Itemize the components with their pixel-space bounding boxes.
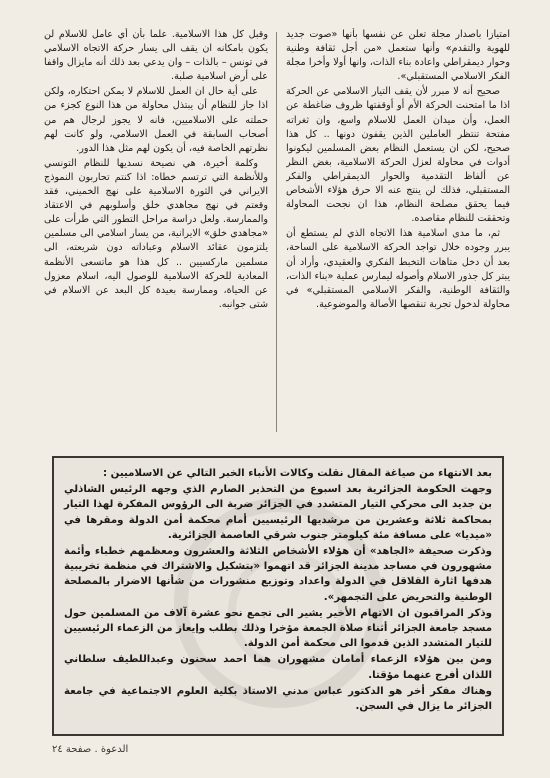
left-paragraph-2: على أية حال ان العمل للاسلام لا يمكن احتكاره، ولكن اذا جاز للنظام أن يبتذل محاولة من هذا النوع كجزء من حملته على الاسلاميين، فانه لا يجوز لرجال هم من أصحاب السابقة في العمل الاسلامي، ولو كانت لهم نظرتهم الخاصة فيه، أن يكون لهم مثل هذا الدور. (44, 86, 268, 154)
box-paragraph-3: وذكر المراقبون ان الاتهام الأخير يشير الى تجمع نحو عشرة آلاف من المسلمين حول مسجد جامعة الجزائر أثناء صلاة الجمعة مؤخرا وذلك بطلب وإيعاز من الزعماء الرئيسيين للتيار المتشدد الذين قدموا الى محكمة أمن الدولة. (64, 607, 492, 650)
right-paragraph-1: امتيازا باصدار مجلة تعلن عن نفسها بأنها «صوت جديد للهوية والتقدم» وأنها ستعمل «من أجل ثقافة وطنية وحوار ديمقراطي واعادة بناء الذات، وانها أولا وأخرا مجلة الفكر الاسلامي المستقبلي». (286, 29, 510, 83)
box-paragraph-1: وجهت الحكومة الجزائرية بعد اسبوع من التحذير الصارم الذي وجهه الرئيس الشاذلي بن جديد الى محركي التيار المتشدد في الجزائر ضربة الى الرؤوس المفكرة لهذا التيار بمحاكمة ثلاثة وعشرين من مرشديها الرئيسيين أمام محكمة أمن الدولة ومقرها في «ميديا» على مسافة مئة كيلومتر جنوب شرقي العاصمة الجزائرية. (64, 484, 492, 541)
right-paragraph-3: ثم، ما مدى اسلامية هذا الاتجاه الذي لم يستطع أن يبرر وجوده خلال تواجد الحركة الاسلامية على الساحة، بعد أن دخل متاهات التخبط الفكري والعقيدي، وأراد أن يبتر كل جذور الاسلام وأصوله ليمارس عملية «بناء الذات، والثقافة الوطنية، والفكر الاسلامي المستقبلي» في محاولة لدخول تجربة تنقصها الأصالة والموضوعية. (286, 228, 510, 310)
left-paragraph-3: وكلمة أخيرة، هي نصيحة نسديها للنظام التونسي وللأنظمة التي ترتسم خطاه: اذا كنتم تحاربون النموذج الايراني في الثورة الاسلامية على نهج الخميني، فقد وقعتم في نهج مجاهدي خلق وأسلوبهم في الاعتقاد والممارسة. ولعل دراسة مراحل التطور التي طرأت على «مجاهدي خلق» الايرانية، من يسار اسلامي الى مسلمين يلتزمون عقائد الاسلام وعباداته دون شريعته، الى مسلمين ماركسيين .. كل هذا هو ماتسعى الأنظمة المعادية للحركة الاسلامية للوصول اليه، اسلام معزول عن الحياة، وممارسة بعيدة كل البعد عن الاسلام في شتى جوانبه. (44, 157, 268, 310)
left-paragraph-1: وقبل كل هذا الاسلامية. علما بأن أي عامل للاسلام لن يكون بامكانه ان يقف الى يسار حركة الاتجاه الاسلامي في تونس – بالذات – وان يدعي بعد ذلك أنه مايزال واقفا على أرض اسلامية صلبة. (44, 29, 268, 83)
page-footer: الدعوة . صفحة ٢٤ (52, 744, 129, 755)
right-paragraph-2: صحيح أنه لا مبرر لأن يقف التيار الاسلامي عن الحركة اذا ما امتحنت الحركة الأم أو أوقفتها ظروف ضاغطة عن العمل، وأن ميدان العمل للاسلام واسع، وان ثغراته مفتحة تنتظر العاملين الذين يقفون دونها .. كل هذا صحيح، لكن ان يستعمل النظام بعض المسلمين ليكونوا أدوات في محاولة لعزل الحركة الاسلامية، بغض النظر عن ألفاظ التقدمية والحوار الديمقراطي والفكر المستقبلي، فذلك لن ينتج عنه الا حرق هؤلاء الأشخاص فيما يحقق مصلحة النظام، هذا ان نجحت المحاولة وتحققت للنظام مقاصده. (286, 86, 510, 225)
box-paragraph-2: وذكرت صحيفة «الجاهد» أن هؤلاء الأشخاص الثلاثة والعشرون ومعظمهم خطباء وأئمة مشهورون في مساجد مدينة الجزائر قد اتهموا «بتشكيل والاشتراك في منظمة تخريبية هدفها اثارة القلاقل في الدولة واعداد وتوزيع منشورات من شأنها الاضرار بالمصلحة الوطنية والتحريض على التجمهر». (64, 546, 492, 603)
box-intro: بعد الانتهاء من صياغة المقال نقلت وكالات الأنباء الخبر التالي عن الاسلاميين : (103, 468, 492, 479)
news-box (52, 456, 504, 736)
column-divider (276, 32, 277, 432)
right-column (286, 28, 510, 448)
left-column (44, 28, 268, 448)
box-paragraph-5: وهناك مفكر أخر هو الدكتور عباس مدني الاستاذ بكلية العلوم الاجتماعية في جامعة الجزائر ما يزال في السجن. (64, 685, 492, 713)
article-columns (44, 28, 510, 448)
box-paragraph-4: ومن بين هؤلاء الزعماء أمامان مشهوران هما احمد سحنون وعبداللطيف سلطاني اللذان أفرج عنهما مؤقتا. (64, 654, 492, 681)
